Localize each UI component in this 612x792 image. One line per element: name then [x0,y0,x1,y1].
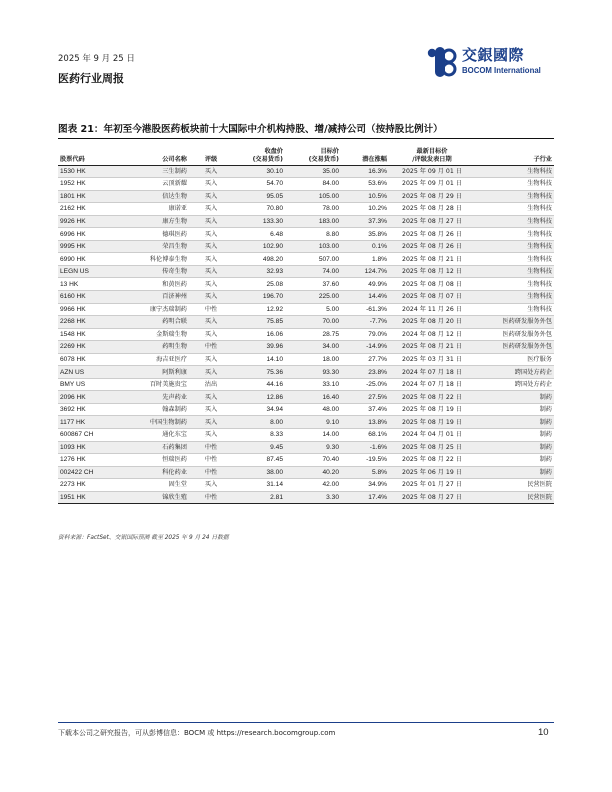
cell-rating: 中性 [189,466,233,479]
table-row [58,228,554,241]
cell-target-price: 183.00 [285,215,341,228]
cell-subsector: 制药 [475,391,554,404]
table-row [58,190,554,203]
cell-close-price: 87.45 [233,454,285,467]
cell-company: 百济神州 [125,290,189,303]
cell-upside: 1.8% [341,253,389,266]
cell-upside: -61.3% [341,303,389,316]
footer-text: 下载本公司之研究报告，可从彭博信息：BOCM 或 https://research.bocomgroup.com [58,729,336,737]
cell-target-price: 105.00 [285,190,341,203]
cell-close-price: 44.16 [233,378,285,391]
table-row [58,165,554,178]
cell-upside: -7.7% [341,316,389,329]
cell-upside: 10.2% [341,203,389,216]
cell-code: 2268 HK [58,316,125,329]
cell-upside: 37.3% [341,215,389,228]
cell-code: 2269 HK [58,341,125,354]
cell-code: LEGN US [58,265,125,278]
cell-target-price: 507.00 [285,253,341,266]
cell-target-price: 225.00 [285,290,341,303]
cell-code: 6990 HK [58,253,125,266]
table-row [58,403,554,416]
cell-company: 荣昌生物 [125,240,189,253]
cell-upside: -14.9% [341,341,389,354]
cell-rating: 买入 [189,253,233,266]
cell-code: 1951 HK [58,491,125,504]
cell-upside: 124.7% [341,265,389,278]
cell-subsector: 生物科技 [475,290,554,303]
cell-close-price: 6.48 [233,228,285,241]
cell-subsector: 制药 [475,403,554,416]
cell-subsector: 生物科技 [475,240,554,253]
cell-close-price: 54.70 [233,178,285,191]
cell-company: 康诺亚 [125,203,189,216]
cell-close-price: 25.08 [233,278,285,291]
cell-subsector: 制药 [475,454,554,467]
cell-rating: 买入 [189,366,233,379]
cell-date: 2024 年 08 月 12 日 [389,328,475,341]
cell-company: 科伦博泰生物 [125,253,189,266]
cell-upside: 14.4% [341,290,389,303]
cell-upside: 49.9% [341,278,389,291]
cell-date: 2025 年 08 月 29 日 [389,190,475,203]
source-note: 资料来源：FactSet、交银国际预测 截至 2025 年 9 月 24 日数据 [58,535,229,541]
table-row [58,253,554,266]
cell-date: 2025 年 08 月 21 日 [389,253,475,266]
cell-rating: 买入 [189,479,233,492]
cell-code: 600867 CH [58,428,125,441]
cell-company: 石药集团 [125,441,189,454]
cell-subsector: 医疗服务 [475,353,554,366]
cell-subsector: 民营医院 [475,479,554,492]
cell-date: 2025 年 09 月 01 日 [389,178,475,191]
cell-code: 1548 HK [58,328,125,341]
cell-subsector: 生物科技 [475,215,554,228]
cell-subsector: 制药 [475,441,554,454]
cell-subsector: 生物科技 [475,278,554,291]
cell-upside: 17.4% [341,491,389,504]
cell-close-price: 8.00 [233,416,285,429]
cell-company: 科伦药业 [125,466,189,479]
logo-name-en: BOCOM International [462,66,541,75]
table-row [58,341,554,354]
cell-date: 2025 年 09 月 01 日 [389,165,475,178]
cell-target-price: 78.00 [285,203,341,216]
cell-code: 9995 HK [58,240,125,253]
cell-code: 1801 HK [58,190,125,203]
cell-upside: 37.4% [341,403,389,416]
cell-subsector: 生物科技 [475,190,554,203]
cell-close-price: 39.96 [233,341,285,354]
footer-rule [58,722,554,723]
cell-company: 信达生物 [125,190,189,203]
cell-company: 翰森制药 [125,403,189,416]
company-logo [426,44,566,82]
table-row [58,240,554,253]
cell-close-price: 133.30 [233,215,285,228]
cell-subsector: 跨国处方药企 [475,366,554,379]
cell-date: 2024 年 07 月 18 日 [389,378,475,391]
cell-rating: 买入 [189,265,233,278]
cell-date: 2025 年 08 月 25 日 [389,441,475,454]
cell-target-price: 34.00 [285,341,341,354]
cell-target-price: 93.30 [285,366,341,379]
table-row [58,178,554,191]
cell-rating: 买入 [189,190,233,203]
col-header-date: 最新目标价 /评级发表日期 [389,140,475,165]
cell-target-price: 18.00 [285,353,341,366]
cell-date: 2025 年 08 月 07 日 [389,290,475,303]
table-row [58,278,554,291]
cell-company: 百时美施贵宝 [125,378,189,391]
col-header-upside: 潜在涨幅 [341,140,389,165]
cell-code: 1276 HK [58,454,125,467]
cell-subsector: 生物科技 [475,303,554,316]
cell-rating: 买入 [189,428,233,441]
cell-subsector: 生物科技 [475,165,554,178]
cell-upside: 27.7% [341,353,389,366]
cell-company: 康宁杰瑞制药 [125,303,189,316]
cell-company: 云顶新耀 [125,178,189,191]
cell-date: 2025 年 08 月 27 日 [389,491,475,504]
cell-date: 2025 年 08 月 21 日 [389,341,475,354]
cell-close-price: 30.10 [233,165,285,178]
cell-code: 2096 HK [58,391,125,404]
table-row [58,203,554,216]
cell-company: 中国生物制药 [125,416,189,429]
cell-close-price: 70.80 [233,203,285,216]
cell-company: 通化东宝 [125,428,189,441]
cell-code: 6078 HK [58,353,125,366]
cell-close-price: 31.14 [233,479,285,492]
cell-code: AZN US [58,366,125,379]
cell-date: 2025 年 03 月 31 日 [389,353,475,366]
cell-target-price: 35.00 [285,165,341,178]
cell-close-price: 9.45 [233,441,285,454]
table-header-row [58,140,554,165]
cell-company: 海吉亚医疗 [125,353,189,366]
cell-code: 13 HK [58,278,125,291]
cell-close-price: 498.20 [233,253,285,266]
table-row [58,441,554,454]
holdings-table [58,140,554,504]
cell-code: 2273 HK [58,479,125,492]
cell-target-price: 14.00 [285,428,341,441]
cell-date: 2025 年 08 月 20 日 [389,316,475,329]
cell-target-price: 5.00 [285,303,341,316]
report-name: 医药行业周报 [58,72,124,85]
table-row [58,303,554,316]
cell-close-price: 12.86 [233,391,285,404]
cell-target-price: 33.10 [285,378,341,391]
cell-upside: 79.0% [341,328,389,341]
cell-close-price: 16.06 [233,328,285,341]
cell-upside: 10.5% [341,190,389,203]
cell-date: 2025 年 08 月 22 日 [389,454,475,467]
cell-upside: 13.8% [341,416,389,429]
cell-company: 传奇生物 [125,265,189,278]
cell-close-price: 196.70 [233,290,285,303]
cell-code: 1177 HK [58,416,125,429]
cell-upside: 27.5% [341,391,389,404]
cell-close-price: 32.93 [233,265,285,278]
cell-rating: 中性 [189,303,233,316]
cell-upside: 5.8% [341,466,389,479]
table-row [58,454,554,467]
cell-company: 药明合联 [125,316,189,329]
cell-company: 金斯瑞生物 [125,328,189,341]
cell-date: 2024 年 07 月 18 日 [389,366,475,379]
cell-rating: 买入 [189,403,233,416]
cell-rating: 沽出 [189,378,233,391]
cell-rating: 买入 [189,290,233,303]
cell-company: 德琪医药 [125,228,189,241]
col-header-rating: 评级 [189,140,233,165]
cell-close-price: 38.00 [233,466,285,479]
table-row [58,391,554,404]
table-row [58,215,554,228]
cell-subsector: 制药 [475,428,554,441]
cell-date: 2025 年 06 月 19 日 [389,466,475,479]
cell-company: 先声药业 [125,391,189,404]
table-row [58,353,554,366]
cell-target-price: 3.30 [285,491,341,504]
cell-code: 1530 HK [58,165,125,178]
cell-close-price: 14.10 [233,353,285,366]
cell-target-price: 70.40 [285,454,341,467]
cell-upside: -1.6% [341,441,389,454]
cell-company: 恒瑞医药 [125,454,189,467]
cell-date: 2025 年 08 月 12 日 [389,265,475,278]
cell-target-price: 9.10 [285,416,341,429]
col-header-company: 公司名称 [125,140,189,165]
cell-company: 三生制药 [125,165,189,178]
cell-subsector: 生物科技 [475,253,554,266]
cell-rating: 买入 [189,391,233,404]
cell-rating: 买入 [189,316,233,329]
table-row [58,466,554,479]
table-row [58,366,554,379]
cell-code: 3692 HK [58,403,125,416]
cell-target-price: 84.00 [285,178,341,191]
col-header-close: 收盘价 (交易货币) [233,140,285,165]
cell-date: 2025 年 08 月 08 日 [389,278,475,291]
cell-target-price: 74.00 [285,265,341,278]
page-number: 10 [538,727,549,738]
cell-target-price: 16.40 [285,391,341,404]
cell-close-price: 95.05 [233,190,285,203]
cell-subsector: 生物科技 [475,178,554,191]
cell-rating: 中性 [189,341,233,354]
cell-target-price: 70.00 [285,316,341,329]
cell-code: BMY US [58,378,125,391]
cell-rating: 中性 [189,441,233,454]
cell-date: 2024 年 04 月 01 日 [389,428,475,441]
cell-date: 2025 年 08 月 28 日 [389,203,475,216]
cell-company: 阿斯利康 [125,366,189,379]
cell-close-price: 8.33 [233,428,285,441]
cell-rating: 买入 [189,278,233,291]
cell-company: 康方生物 [125,215,189,228]
cell-upside: -19.5% [341,454,389,467]
col-header-code: 股票代码 [58,140,125,165]
cell-subsector: 制药 [475,416,554,429]
cell-target-price: 37.60 [285,278,341,291]
cell-subsector: 跨国处方药企 [475,378,554,391]
cell-company: 锦欣生殖 [125,491,189,504]
bocom-logo-icon [426,44,458,80]
cell-close-price: 34.94 [233,403,285,416]
cell-close-price: 75.85 [233,316,285,329]
cell-close-price: 12.92 [233,303,285,316]
cell-upside: -25.0% [341,378,389,391]
cell-rating: 买入 [189,203,233,216]
cell-subsector: 生物科技 [475,203,554,216]
cell-target-price: 9.30 [285,441,341,454]
cell-subsector: 医药研发服务外包 [475,316,554,329]
cell-rating: 买入 [189,215,233,228]
table-row [58,265,554,278]
cell-rating: 买入 [189,228,233,241]
cell-close-price: 75.36 [233,366,285,379]
cell-rating: 买入 [189,328,233,341]
cell-date: 2025 年 01 月 27 日 [389,479,475,492]
cell-subsector: 生物科技 [475,265,554,278]
col-header-target: 目标价 (交易货币) [285,140,341,165]
cell-rating: 买入 [189,240,233,253]
cell-code: 2162 HK [58,203,125,216]
cell-date: 2025 年 08 月 26 日 [389,240,475,253]
table-row [58,328,554,341]
cell-upside: 0.1% [341,240,389,253]
cell-upside: 34.9% [341,479,389,492]
cell-target-price: 8.80 [285,228,341,241]
cell-close-price: 2.81 [233,491,285,504]
cell-date: 2024 年 11 月 26 日 [389,303,475,316]
cell-rating: 中性 [189,491,233,504]
cell-code: 002422 CH [58,466,125,479]
cell-target-price: 28.75 [285,328,341,341]
cell-rating: 中性 [189,454,233,467]
cell-code: 9926 HK [58,215,125,228]
cell-subsector: 生物科技 [475,228,554,241]
cell-target-price: 103.00 [285,240,341,253]
cell-date: 2025 年 08 月 26 日 [389,228,475,241]
cell-company: 固生堂 [125,479,189,492]
cell-upside: 16.3% [341,165,389,178]
cell-upside: 53.6% [341,178,389,191]
table-row [58,316,554,329]
table-row [58,378,554,391]
cell-date: 2025 年 08 月 27 日 [389,215,475,228]
report-date: 2025 年 9 月 25 日 [58,54,135,64]
cell-subsector: 医药研发服务外包 [475,341,554,354]
cell-upside: 23.8% [341,366,389,379]
cell-company: 药明生物 [125,341,189,354]
cell-target-price: 48.00 [285,403,341,416]
cell-subsector: 民营医院 [475,491,554,504]
table-title: 图表 21：年初至今港股医药板块前十大国际中介机构持股、增/减持公司（按持股比例计） [58,121,554,139]
cell-date: 2025 年 08 月 19 日 [389,416,475,429]
cell-subsector: 医药研发服务外包 [475,328,554,341]
cell-close-price: 102.90 [233,240,285,253]
cell-subsector: 制药 [475,466,554,479]
cell-code: 9966 HK [58,303,125,316]
cell-code: 6160 HK [58,290,125,303]
cell-date: 2025 年 08 月 19 日 [389,403,475,416]
logo-name-cn: 交銀國際 [462,46,525,64]
cell-upside: 68.1% [341,428,389,441]
table-row [58,290,554,303]
cell-rating: 买入 [189,165,233,178]
cell-code: 6996 HK [58,228,125,241]
cell-rating: 买入 [189,353,233,366]
cell-code: 1093 HK [58,441,125,454]
cell-code: 1952 HK [58,178,125,191]
col-header-subsector: 子行业 [475,140,554,165]
cell-target-price: 42.00 [285,479,341,492]
table-row [58,416,554,429]
cell-company: 和黄医药 [125,278,189,291]
cell-date: 2025 年 08 月 22 日 [389,391,475,404]
table-row [58,428,554,441]
cell-rating: 买入 [189,416,233,429]
table-row [58,491,554,504]
table-row [58,479,554,492]
cell-target-price: 40.20 [285,466,341,479]
cell-upside: 35.8% [341,228,389,241]
cell-rating: 买入 [189,178,233,191]
